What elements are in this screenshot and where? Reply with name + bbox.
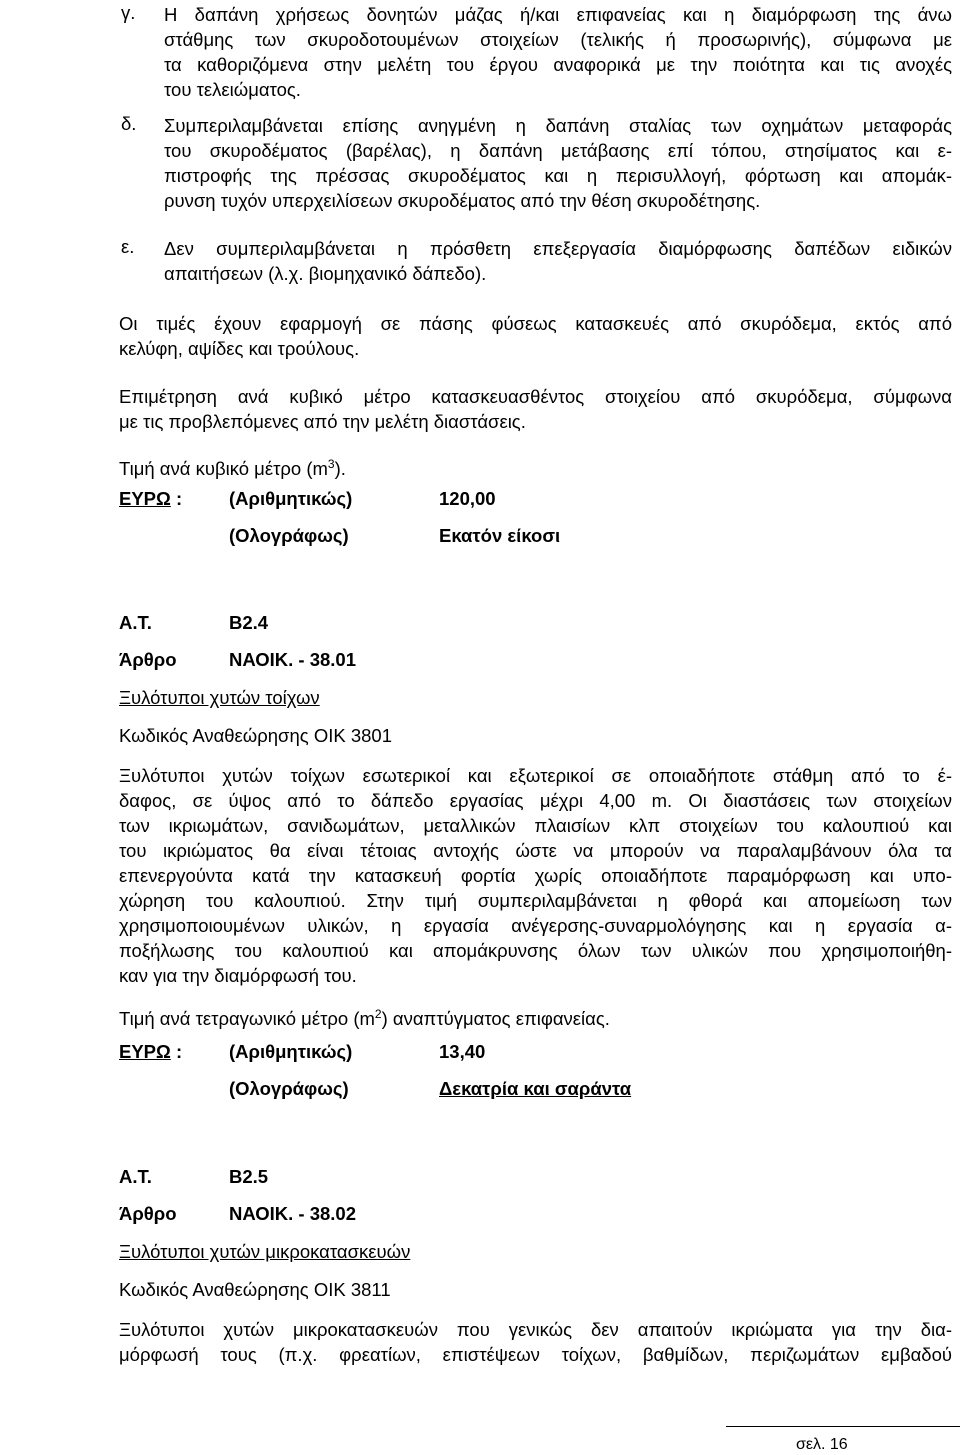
item-g-paragraph	[164, 2, 952, 102]
list-marker-g: γ.	[121, 2, 136, 23]
text-line: χρησιμοποιουμένων υλικών, η εργασία ανέγερσης-συναρμολόγησης και η εργασία α-	[119, 915, 952, 936]
text-line: με τις προβλεπόμενες από την μελέτη διαστάσεις.	[119, 411, 526, 432]
section-description	[119, 1317, 952, 1367]
text-line: τα καθοριζόμενα στην μελέτη του έργου αναφορικά με την ποιότητα και τις ανοχές	[164, 54, 952, 75]
text-line: Δεν συμπεριλαμβάνεται η πρόσθετη επεξεργασία διαμόρφωσης δαπέδων ειδικών	[164, 238, 952, 259]
price-numeric-value: 13,40	[439, 1041, 486, 1062]
text-line: χώρηση του καλουπιού. Στην τιμή συμπεριλαμβάνεται η φθορά και απομείωση των	[119, 890, 952, 911]
measurement-paragraph	[119, 384, 952, 434]
text-line: ρυνση τυχόν υπερχειλίσεων σκυροδέματος από την θέση σκυροδέτησης.	[164, 190, 761, 211]
text-line: του τελειώματος.	[164, 79, 301, 100]
price-words-label: (Ολογράφως)	[229, 1078, 349, 1099]
price-numeric-label: (Αριθμητικώς)	[229, 488, 353, 509]
text-line: του σκυροδέματος (βαρέλας), η δαπάνη μετάβασης επί τόπου, στησίματος και ε-	[164, 140, 952, 161]
text-line: στάθμης των σκυροδοτουμένων στοιχείων (τελικής ή προσωρινής), σύμφωνα με	[164, 29, 952, 50]
text-line: των ικριωμάτων, σανιδωμάτων, μεταλλικών πλαισίων κλπ στοιχείων του καλουπιού και	[119, 815, 952, 836]
text-line: πιστροφής της πρέσσας σκυροδέματος και η περισυλλογή, φόρτωση και απομάκ-	[164, 165, 952, 186]
list-marker-e: ε.	[121, 236, 135, 257]
text-line: μόρφωσή τους (π.χ. φρεατίων, επιστέψεων τοίχων, βαθμίδων, περιζωμάτων εμβαδού	[119, 1344, 952, 1365]
item-d-paragraph	[164, 113, 952, 213]
revision-code: Κωδικός Αναθεώρησης ΟΙΚ 3801	[119, 725, 392, 746]
at-value: Β2.4	[229, 612, 269, 633]
unit-price-line: Τιμή ανά τετραγωνικό μέτρο $(m^2)$ αναπτύγματος επιφανείας.	[119, 1007, 610, 1029]
text-line: Ξυλότυποι χυτών μικροκατασκευών που γενικώς δεν απαιτούν ικριώματα για την δια-	[119, 1319, 952, 1340]
price-numeric-value: 120,00	[439, 488, 496, 509]
article-label: Άρθρο	[119, 1203, 177, 1224]
prices-paragraph	[119, 311, 952, 361]
text-line: Επιμέτρηση ανά κυβικό μέτρο κατασκευασθέντος στοιχείου από σκυρόδεμα, σύμφωνα	[119, 386, 952, 407]
superscript: 2	[374, 1007, 382, 1021]
text-line: Η δαπάνη χρήσεως δονητών μάζας ή/και επιφανείας και η διαμόρφωση της άνω	[164, 4, 952, 25]
text-line: κελύφη, αψίδες και τρούλους.	[119, 338, 360, 359]
article-value: ΝΑΟΙΚ. - 38.02	[229, 1203, 356, 1224]
text-line: επενεργούντα κατά την κατασκευή φορτία χωρίς οποιαδήποτε παραμόρφωση και υπο-	[119, 865, 952, 886]
price-numeric-label: (Αριθμητικώς)	[229, 1041, 353, 1062]
text-line: δαφος, σε ύψος από το δάπεδο εργασίας μέχρι 4,00 m. Οι διαστάσεις των στοιχείων	[119, 790, 952, 811]
text-line: Συμπεριλαμβάνεται επίσης ανηγμένη η δαπάνη σταλίας των οχημάτων μεταφοράς	[164, 115, 952, 136]
text-line: του ικριώματος θα είναι τέτοιας αντοχής ώστε να μπορούν να παραλαμβάνουν όλα τα	[119, 840, 952, 861]
price-currency: ΕΥΡΩ :	[119, 1041, 183, 1062]
section-title: Ξυλότυποι χυτών τοίχων	[119, 687, 320, 708]
superscript: 3	[327, 457, 335, 471]
price-currency: ΕΥΡΩ :	[119, 488, 183, 509]
unit-price-line: Τιμή ανά κυβικό μέτρο $(m^3)$.	[119, 457, 346, 479]
page-number: σελ. 16	[796, 1436, 848, 1453]
price-words-value: Εκατόν είκοσι	[439, 525, 561, 546]
at-value: Β2.5	[229, 1166, 269, 1187]
at-label: Α.Τ.	[119, 612, 152, 633]
section-title: Ξυλότυποι χυτών μικροκατασκευών	[119, 1241, 411, 1262]
article-label: Άρθρο	[119, 649, 177, 670]
price-words-label: (Ολογράφως)	[229, 525, 349, 546]
text-line: απαιτήσεων (λ.χ. βιομηχανικό δάπεδο).	[164, 263, 487, 284]
text-line: καν για την διαμόρφωσή του.	[119, 965, 357, 986]
text-line: Ξυλότυποι χυτών τοίχων εσωτερικοί και εξωτερικοί σε οποιαδήποτε στάθμη από το έ-	[119, 765, 952, 786]
text-line: ποξήλωσης του καλουπιού και απομάκρυνσης όλων των υλικών που χρησιμοποιήθη-	[119, 940, 952, 961]
item-e-paragraph	[164, 236, 952, 286]
list-marker-d: δ.	[121, 113, 137, 134]
article-value: ΝΑΟΙΚ. - 38.01	[229, 649, 356, 670]
text-line: Οι τιμές έχουν εφαρμογή σε πάσης φύσεως κατασκευές από σκυρόδεμα, εκτός από	[119, 313, 952, 334]
price-words-value: Δεκατρία και σαράντα	[439, 1078, 632, 1099]
revision-code: Κωδικός Αναθεώρησης ΟΙΚ 3811	[119, 1279, 391, 1300]
section-description	[119, 763, 952, 988]
footer-divider	[726, 1426, 960, 1427]
at-label: Α.Τ.	[119, 1166, 152, 1187]
